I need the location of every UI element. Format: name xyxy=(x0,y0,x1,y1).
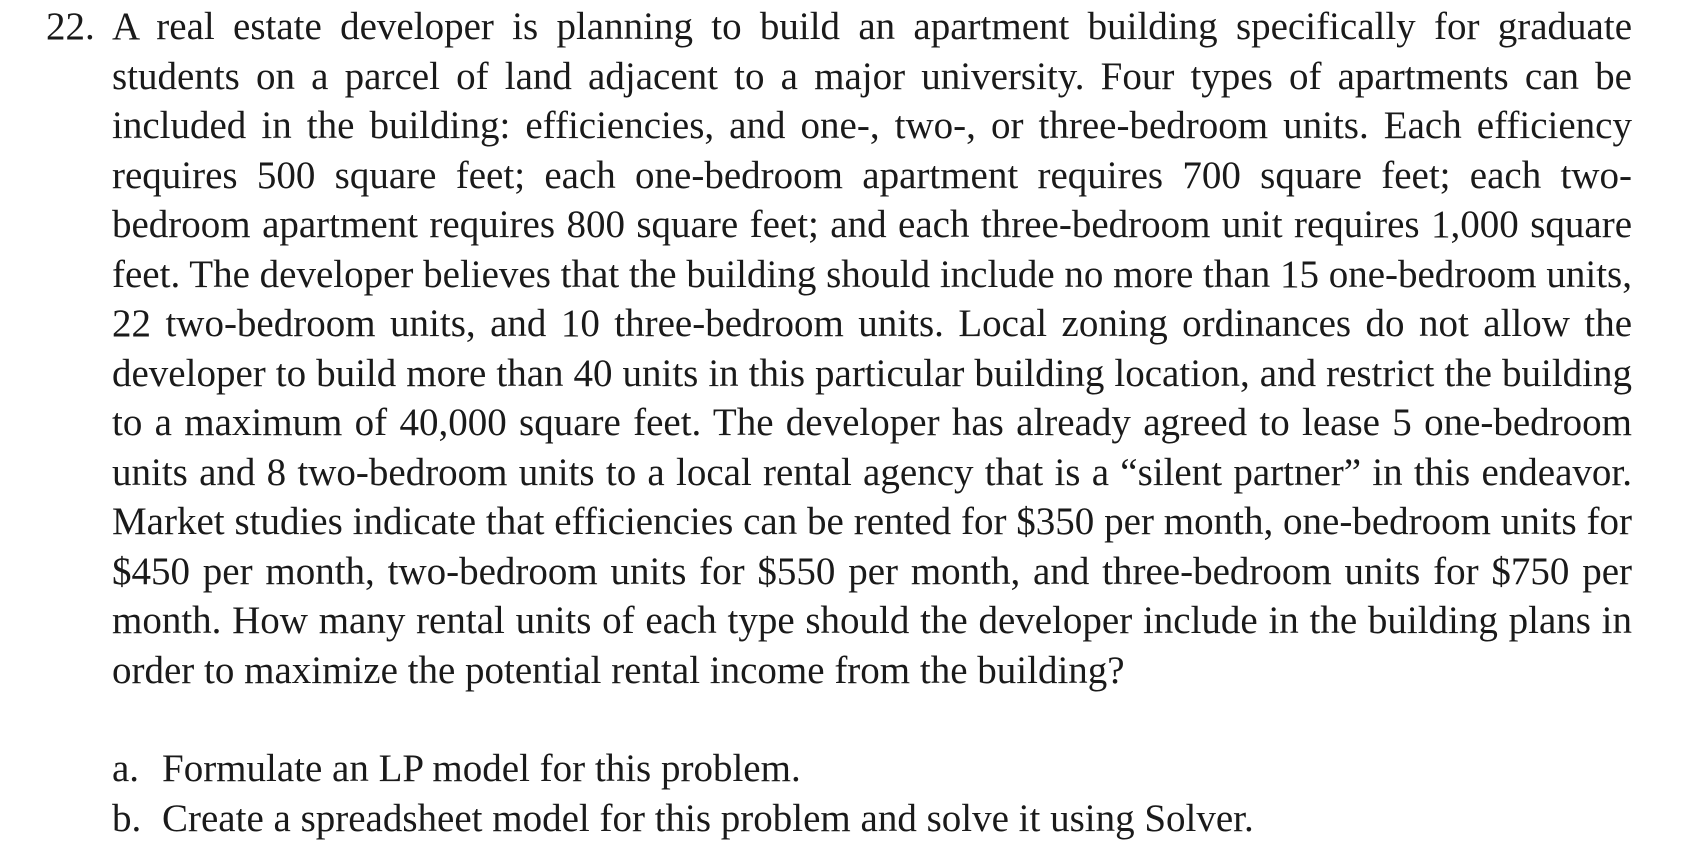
part-b-letter: b. xyxy=(112,796,142,840)
part-a-text: Formulate an LP model for this problem. xyxy=(162,747,801,790)
part-b-text: Create a spreadsheet model for this problem and solve it using Solver. xyxy=(162,796,1254,840)
part-a xyxy=(112,744,1632,794)
part-a-letter: a. xyxy=(112,747,140,790)
problem-parts-list xyxy=(112,744,1632,843)
problem-statement: A real estate developer is planning to build an apartment building specifically for graduate students on a parcel of land adjacent to a major university. Four types of apartments can be included in the building: efficiencies, and one-, two-, or three-bedroom units. Each efficiency requires 500 square feet; each one-bedroom apartment requires 700 square feet; each two-bedroom apartment requires 800 square feet; and each three-bedroom unit requires 1,000 square feet. The developer believes that the building should include no more than 15 one-bedroom units, 22 two-bedroom units, and 10 three-bedroom units. Local zoning ordinances do not allow the developer to build more than 40 units in this particular building location, and restrict the building to a maximum of 40,000 square feet. The developer has already agreed to lease 5 one-bedroom units and 8 two-bedroom units to a local rental agency that is a “silent partner” in this endeavor. Market studies indicate that efficiencies can be rented for $350 per month, one-bedroom units for $450 per month, two-bedroom units for $550 per month, and three-bedroom units for $750 per month. How many rental units of each type should the developer include in the building plans in order to maximize the potential rental income from the building? xyxy=(112,5,1632,692)
part-b xyxy=(112,794,1632,843)
problem-number: 22. xyxy=(46,5,95,48)
